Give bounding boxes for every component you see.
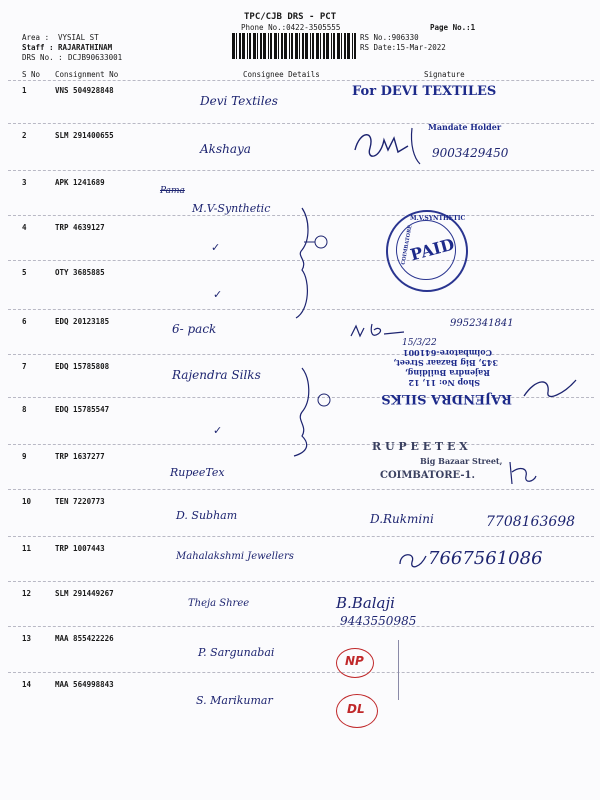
row-consignment-number: TRP 1007443 xyxy=(55,544,105,553)
barcode-bar xyxy=(270,33,272,59)
row-sno: 13 xyxy=(22,634,32,643)
row-consignment-number: EDQ 20123185 xyxy=(55,317,110,326)
row-consignment-number: VNS 504928848 xyxy=(55,86,114,95)
rupee-tex-stamp-line1: R U P E E T E X xyxy=(372,440,468,453)
row-consignment-number: SLM 291400655 xyxy=(55,131,114,140)
check-mark-5: ✓ xyxy=(213,288,223,301)
row-consignment-number: MAA 564998843 xyxy=(55,680,114,689)
barcode-bar xyxy=(239,33,241,59)
row-consignment-number: EDQ 15785808 xyxy=(55,362,110,371)
vertical-line xyxy=(398,640,399,700)
rs-number: RS No.:906330 xyxy=(360,33,419,42)
phone-row6: 9952341841 xyxy=(450,318,514,329)
barcode-bar xyxy=(341,33,342,59)
row-divider xyxy=(8,489,594,490)
signature-row10: D.Rukmini xyxy=(370,512,434,526)
row-sno: 6 xyxy=(22,317,27,326)
phone-number: Phone No.:0422-3505555 xyxy=(241,23,341,32)
barcode-bar xyxy=(323,33,325,59)
signature-row6 xyxy=(348,320,408,342)
row-sno: 2 xyxy=(22,131,27,140)
signature-row2 xyxy=(350,120,430,170)
barcode-bar xyxy=(302,33,304,59)
check-mark-8: ✓ xyxy=(213,424,223,437)
phone-row2: 9003429450 xyxy=(432,146,509,160)
devi-textiles-stamp: For DEVI TEXTILES xyxy=(352,84,497,99)
mv-synthetic-round-stamp: M.V.SYNTHETIC COIMBATORE PAID xyxy=(386,210,468,292)
col-signature: Signature xyxy=(424,70,465,79)
check-mark-4: ✓ xyxy=(211,241,221,254)
row-consignment-number: TEN 7220773 xyxy=(55,497,105,506)
row-sno: 3 xyxy=(22,178,27,187)
barcode xyxy=(232,33,360,59)
date-row6: 15/3/22 xyxy=(402,338,437,348)
barcode-bar xyxy=(247,33,248,59)
barcode-bar xyxy=(268,33,269,59)
row-consignee-handwritten: P. Sargunabai xyxy=(198,646,275,659)
phone-row11: 7667561086 xyxy=(428,548,543,569)
barcode-bar xyxy=(295,33,298,59)
barcode-bar xyxy=(289,33,290,59)
col-consignment: Consignment No xyxy=(55,70,119,79)
row-consignment-number: MAA 855422226 xyxy=(55,634,114,643)
barcode-bar xyxy=(310,33,311,59)
row-sno: 4 xyxy=(22,223,27,232)
drs-label: DRS No. : xyxy=(22,53,63,62)
row-divider xyxy=(8,170,594,171)
row-divider xyxy=(8,581,594,582)
barcode-bar xyxy=(337,33,340,59)
row-consignee-handwritten: S. Marikumar xyxy=(196,694,273,707)
barcode-bar xyxy=(291,33,293,59)
row-sno: 7 xyxy=(22,362,27,371)
row-consignment-number: TRP 1637277 xyxy=(55,452,105,461)
row-consignment-number: APK 1241689 xyxy=(55,178,105,187)
area-label: Area : xyxy=(22,33,50,42)
page-number: Page No.:1 xyxy=(430,23,476,32)
barcode-bar xyxy=(284,33,287,59)
rajendra-silks-stamp: RAJENDRA SILKS Shop No: 11, 12 Rajendra Building, 345, Big Bazaar Street, Coimbatore-641001 xyxy=(381,348,512,406)
page-title: TPC/CJB DRS - PCT xyxy=(244,12,337,22)
row-consignee-handwritten: D. Subham xyxy=(176,509,238,522)
dl-circle xyxy=(336,694,378,728)
row-consignee-handwritten: Akshaya xyxy=(200,142,251,156)
staff-value: RAJARATHINAM xyxy=(58,43,113,52)
barcode-bar xyxy=(354,33,356,59)
row-sno: 12 xyxy=(22,589,32,598)
barcode-bar xyxy=(232,33,235,59)
area-value: VYSIAL ST xyxy=(58,33,99,42)
row-consignment-number: EDQ 15785547 xyxy=(55,405,110,414)
barcode-bar xyxy=(333,33,335,59)
phone-row12: 9443550985 xyxy=(340,614,417,628)
barcode-bar xyxy=(281,33,283,59)
row-divider xyxy=(8,123,594,124)
row-divider xyxy=(8,626,594,627)
row-divider xyxy=(8,672,594,673)
row-consignee-handwritten: RupeeTex xyxy=(170,466,225,479)
signature-row9 xyxy=(506,458,540,488)
row-consignee-handwritten: Theja Shree xyxy=(188,598,250,609)
barcode-bar xyxy=(249,33,251,59)
signature-row11 xyxy=(396,548,430,572)
row-consignment-number: TRP 4639127 xyxy=(55,223,105,232)
row-sno: 5 xyxy=(22,268,27,277)
drs-value: DCJB90633001 xyxy=(68,53,123,62)
barcode-bar xyxy=(274,33,277,59)
barcode-bar xyxy=(253,33,256,59)
row-sno: 8 xyxy=(22,405,27,414)
barcode-bar xyxy=(242,33,245,59)
row-consignee-handwritten: Rajendra Silks xyxy=(172,368,261,382)
row-sno: 9 xyxy=(22,452,27,461)
barcode-bar xyxy=(347,33,350,59)
barcode-bar xyxy=(278,33,279,59)
row-consignment-number: OTY 3685885 xyxy=(55,268,105,277)
barcode-bar xyxy=(312,33,314,59)
barcode-bar xyxy=(316,33,319,59)
row-sno: 10 xyxy=(22,497,32,506)
barcode-bar xyxy=(331,33,332,59)
barcode-bar xyxy=(320,33,321,59)
header-divider xyxy=(8,80,594,81)
col-consignee: Consignee Details xyxy=(243,70,320,79)
staff-label: Staff : xyxy=(22,43,54,52)
rs-date: RS Date:15-Mar-2022 xyxy=(360,43,446,52)
mandate-holder-stamp: Mandate Holder xyxy=(428,122,502,132)
np-circle xyxy=(336,648,374,678)
row-sno: 11 xyxy=(22,544,32,553)
col-sno: S No xyxy=(22,70,41,79)
barcode-bar xyxy=(305,33,308,59)
phone-row10: 7708163698 xyxy=(486,514,576,530)
barcode-bar xyxy=(326,33,329,59)
barcode-bar xyxy=(257,33,258,59)
row-sno: 14 xyxy=(22,680,32,689)
np-mark: NP xyxy=(345,654,364,668)
barcode-bar xyxy=(260,33,262,59)
row-consignee-handwritten: Devi Textiles xyxy=(200,94,278,108)
barcode-bar xyxy=(299,33,300,59)
signature-row12: B.Balaji xyxy=(336,594,395,612)
paid-stamp: PAID xyxy=(408,234,457,265)
barcode-bar xyxy=(263,33,266,59)
row-consignee-handwritten: 6- pack xyxy=(172,322,217,336)
rupee-tex-stamp-line3: COIMBATORE-1. xyxy=(380,470,475,481)
dl-mark: DL xyxy=(347,702,365,716)
rupee-tex-stamp-line2: Big Bazaar Street, xyxy=(420,456,503,466)
barcode-bar xyxy=(344,33,346,59)
signature-row7 xyxy=(520,374,580,404)
row-divider xyxy=(8,536,594,537)
barcode-bar xyxy=(352,33,353,59)
row-consignee-handwritten: Mahalakshmi Jewellers xyxy=(176,551,294,562)
row-consignment-number: SLM 291449267 xyxy=(55,589,114,598)
row-sno: 1 xyxy=(22,86,27,95)
barcode-bar xyxy=(236,33,237,59)
struck-word: Pama xyxy=(160,186,185,196)
row-consignee-handwritten: M.V-Synthetic xyxy=(192,202,271,215)
bracket-marks xyxy=(288,200,338,460)
